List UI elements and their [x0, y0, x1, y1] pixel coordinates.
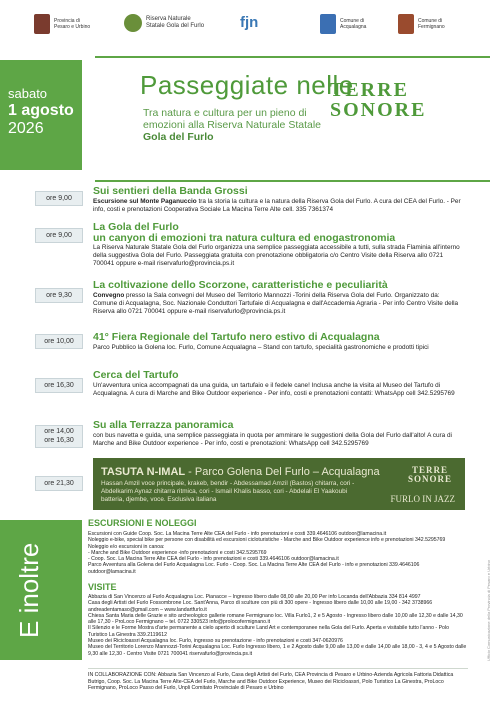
visite-list [88, 594, 468, 657]
event-time: ore 14,00 ore 16,30 [35, 425, 83, 448]
jazz-title [101, 466, 380, 478]
event-title: La coltivazione dello Scorzone, caratteristiche e peculiarità [93, 279, 388, 291]
event-time: ore 9,30 [35, 288, 83, 303]
event-text [93, 292, 463, 316]
date-box [0, 60, 82, 170]
subtitle-bold: Gola del Furlo [143, 131, 214, 143]
event-text-bold: Convegno [93, 292, 125, 299]
fermignano-emblem-icon [398, 14, 414, 34]
jazz-venue: - Parco Golena Del Furlo – Acqualagna [185, 466, 380, 478]
logo-fermignano-label: Comune di Fermignano [418, 18, 445, 30]
event-text-body: presso la Sala convegni del Museo del Territorio Mannozzi -Torini della Riserva Gola del Furlo. Organizzato da: Comune di Acqualagna, Soc. Nazionale Conduttori Tartufaie di Acqualagna e dall'Accademia Agraria - Per info Centro Visite della Riserva allo 0721 700041 oppure e-mail riservafurlo@provincia.ps.it [93, 292, 459, 315]
event-time: ore 10,00 [35, 334, 83, 349]
subtitle-text: Tra natura e cultura per un pieno di emozioni alla Riserva Naturale Statale [143, 107, 322, 131]
visite-line: Il Silenzio e le Forme Mostra d'arte permanente a cielo aperto di sculture Land Art e contemporanee nella Gola del Furlo. Aperta e visitabile tutto l'anno - Polo Turistico La Ginestra 339.2119612 [88, 625, 449, 638]
page-subtitle [143, 107, 343, 143]
inoltre-label: E inoltre [14, 542, 44, 638]
event-title: Sui sentieri della Banda Grossi [93, 185, 248, 197]
event-time: ore 21,30 [35, 476, 83, 491]
jazz-text: Hassan Amzil voce principale, krakeb, bendir - Abdessamad Amzil (Bastos) chitarra, cori - Abdelkarim Aynaz chitarra ritmica, cori - Ismail Khalis basso, cori - Abdelali El Yaakoubi batteria, djembe, voce. Esclusiva italiana [101, 480, 355, 503]
event-text-bold: Escursione sul Monte Paganuccio [93, 198, 197, 205]
logo-provincia [34, 14, 90, 34]
event-text: Parco Pubblico la Golena loc. Furlo, Comune Acqualagna – Stand con tartufo, specialità gastronomiche e prodotti tipici [93, 344, 429, 351]
event-title: Cerca del Tartufo [93, 369, 179, 381]
logo-acqualagna-label: Comune di Acqualagna [340, 18, 367, 30]
escursioni-line: Escursioni con Guide Coop. Soc. La Macina Terre Alte CEA del Furlo - info prenotazioni e costi 339.4646106 outdoor@lamacina.it [88, 531, 387, 537]
escursioni-line: - Marche and Bike Outdoor experience -info prenotazioni e costi 342.5295769 [88, 549, 267, 556]
jazz-banner [93, 458, 465, 510]
terre-sonore-logo: TERRE SONORE [330, 79, 427, 121]
logo-fjn-label: fjn [240, 14, 259, 31]
event-title: La Gola del Furlo un canyon di emozioni tra natura cultura ed enogastronomia [93, 221, 396, 244]
escursioni-heading: ESCURSIONI E NOLEGGI [88, 518, 197, 528]
logo-riserva [124, 14, 204, 32]
escursioni-line: Noleggio e/o escursioni in canoa: [88, 543, 165, 550]
jazz-subtitle: FURLO IN JAZZ [390, 494, 455, 504]
escursioni-line: - Coop. Soc. La Macina Terre Alte CEA del Furlo - info prenotazioni e costi 339.4646106 outdoor@lamacina.it [88, 556, 339, 563]
event-title: 41° Fiera Regionale del Tartufo nero estivo di Acqualagna [93, 331, 380, 343]
visite-heading: VISITE [88, 582, 117, 592]
footer-collaboration: IN COLLABORAZIONE CON: Abbazia San Vincenzo al Furlo, Casa degli Artisti del Furlo, CEA Provincia di Pesaro e Urbino-Azienda Agricola Fattoria Didattica Butrigo, Coop. Soc. La Macina Terre Alte-CEA del Furlo, Marche and Bike Outdoor Experience, Museo dei Ricicloassri, Polo Turistico La Ginestra, ProLoco Fermignano, ProLoco Passo del Furlo, Unpli Comitato Provinciale di Pesaro e Urbino [88, 672, 454, 692]
provincia-emblem-icon [34, 14, 50, 34]
date-year: 2026 [8, 120, 44, 137]
logo-riserva-label: Riserva Naturale Statale Gola del Furlo [146, 16, 205, 29]
event-text: con bus navetta e guida, una semplice passeggiata in quota per ammirare le suggestioni della Gola del Furlo dall'alto! A cura di Marche and Bike Outdoor experience - Per info, costi e prenotazioni: WhatsApp cell 342.5295769 [93, 432, 452, 447]
event-title: Su alla Terrazza panoramica [93, 419, 234, 431]
side-credit: Ufficio Comunicazione della Provincia di Pesaro e Urbino [486, 560, 491, 662]
logo-provincia-label: Provincia di Pesaro e Urbino [54, 18, 91, 30]
event-text: Un'avventura unica accompagnati da una guida, un tartufaio e il fedele cane! Inclusa anche la visita al Museo del Tartufo di Acqualagna. A cura di Marche and Bike Outdoor experience - Per info, costi e prenotazioni contatti: WhatsApp cell 342.5295769 [93, 382, 455, 397]
jazz-band: TASUTA N-IMAL [101, 466, 186, 478]
event-text [93, 198, 463, 214]
visite-line: Museo dei Ricicloassri Acqualagna loc. Furlo, ingresso su prenotazione - info prenotazioni e costi 347-0620976 [88, 638, 343, 645]
event-text-body: tra la storia la cultura e la natura della Riserva Gola del Furlo. A cura del CEA del Furlo. - Per info, costi e prenotazioni Cooperativa Sociale La Macina Terre Alte cell. 335 7361374 [93, 198, 461, 213]
escursioni-list [88, 531, 468, 575]
escursioni-line: Noleggio e-bike, special bike per persone con disabilità ed escursioni cicloturistiche - Marche and Bike Outdoor experience info e prenotazioni 342.5295769 [88, 537, 446, 544]
visite-line: Casa degli Artisti del Furlo Fossombrone Loc. Sant'Anna, Parco di sculture con più di 300 opere - Ingresso libero dalle 10,00 alle 19,00 - 342 3738966 andreadentamaso@gmail.com – www.landartfurlo.it [88, 600, 433, 613]
logo-acqualagna [320, 14, 366, 34]
visite-line: Museo del Territorio Lorenzo Mannozzi-Torini Acqualagna Loc. Furlo Ingresso libero, 1 e 2 Agosto dalle 9,00 alle 13,00 e dalle 14,00 alle 18,00 - 3, 4 e 5 Agosto dalle 9,30 alle 12,30 - Centro Visite 0721 700041 riservafurlo@provincia.ps.it [88, 644, 467, 657]
footer-divider [88, 668, 468, 669]
escursioni-line: Parco Avventura alla Golena del Furlo Acqualagna Loc. Furlo - Coop. Soc. La Macina Terre Alte CEA del Furlo - info e prenotazioni 339.4646106 outdoor@lamacina.it [88, 562, 420, 575]
logo-row [0, 14, 500, 44]
date-weekday: sabato [8, 86, 48, 101]
acqualagna-emblem-icon [320, 14, 336, 34]
visite-line: Chiesa Santa Maria delle Grazie e sito archeologico gallerie romane Fermignano loc. Villa Furlo1, 2 e 5 Agosto - Ingresso libero dalle 10,00 alle 12,30 e dalle 14,30 alle 17,30 - ProLoco Fermignano – tel. 0722 330523 info@prolocofermignano.it [88, 612, 463, 626]
jazz-brand-logo: TERRE SONORE [407, 465, 452, 484]
logo-fjn [240, 14, 258, 31]
date-day-month: 1 agosto [8, 102, 74, 119]
event-time: ore 9,00 [35, 228, 83, 243]
logo-fermignano [398, 14, 445, 34]
visite-line: Abbazia di San Vincenzo al Furlo Acqualagna Loc. Pianacce – Ingresso libero dalle 08,00 alle 20,00 Per info Locanda dell'Abbazia 334 814 4997 [88, 594, 421, 600]
riserva-emblem-icon [124, 14, 142, 32]
event-time: ore 9,00 [35, 191, 83, 206]
event-time: ore 16,30 [35, 378, 83, 393]
page-title: Passeggiate nelle [140, 70, 354, 100]
event-text: La Riserva Naturale Statale Gola del Furlo organizza una semplice passeggiata accessibile a tutti, sulla strada Flaminia all'interno della suggestiva Gola del Furlo. Passeggiata gratuita con prenotazione obbligatoria c/o Centro Visite della Riserva allo 0721 700041 oppure e-mail riservafurlo@provincia.ps.it [93, 244, 460, 267]
